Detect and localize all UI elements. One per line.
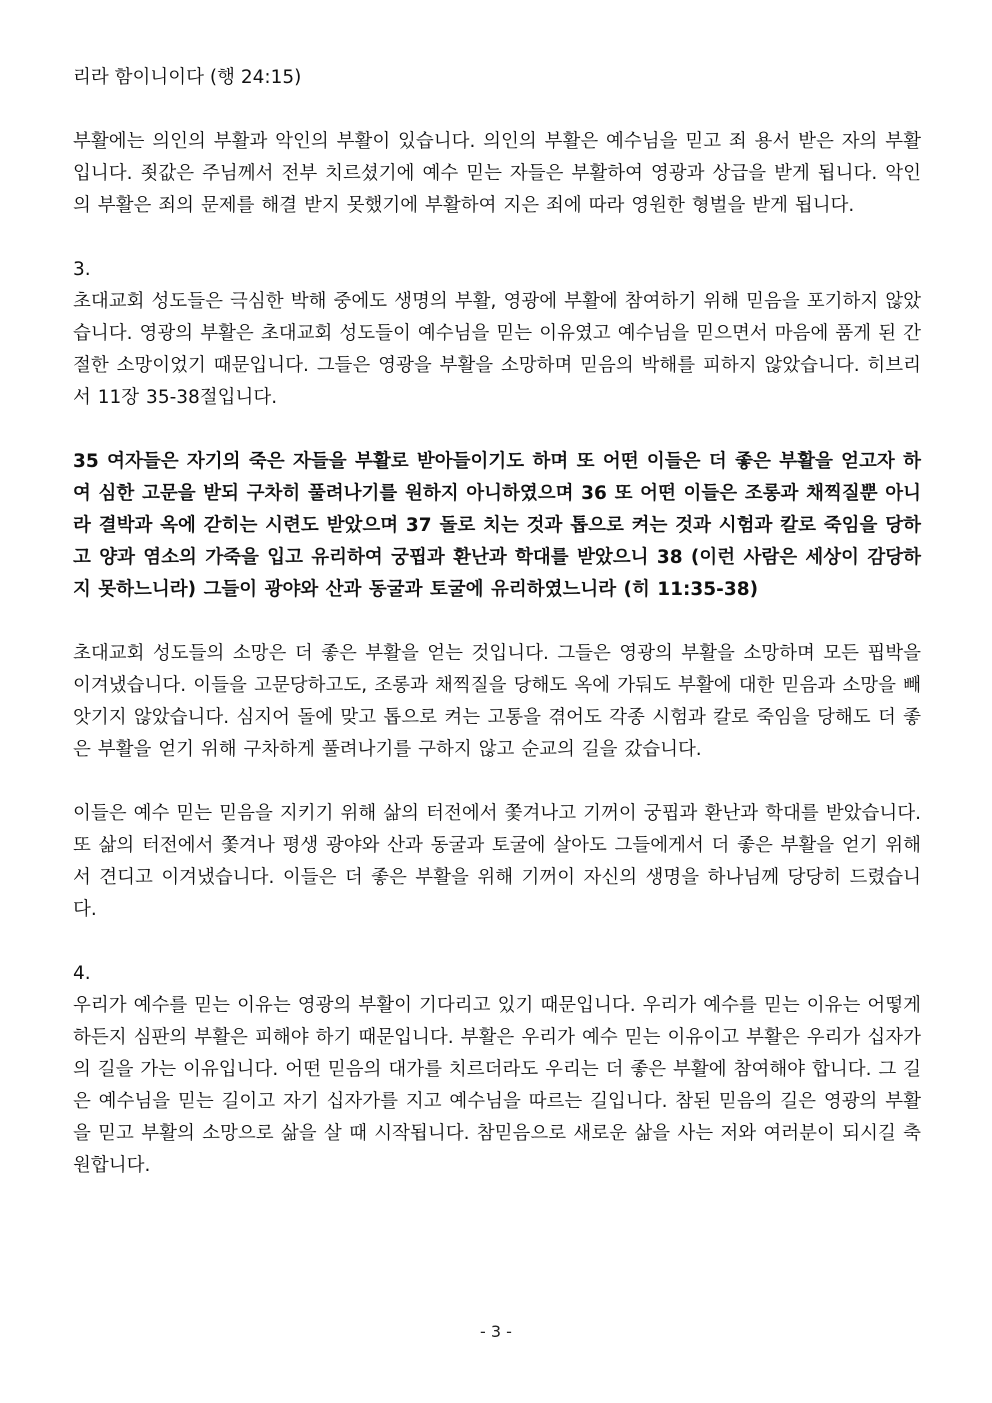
section-number-3: 3. <box>73 259 91 280</box>
paragraph-better-resurrection: 초대교회 성도들의 소망은 더 좋은 부활을 얻는 것입니다. 그들은 영광의 부활을 소망하며 모든 핍박을 이겨냈습니다. 이들을 고문당하고도, 조롱과 채찍질을 당해도 옥에 가둬도 부활에 대한 믿음과 소망을 빼앗기지 않았습니다. 심지어 돌에 맞고 톱으로 켜는 고통을 겪어도 각종 시험과 칼로 죽임을 당해도 더 좋은 부활을 얻기 위해 구차하게 풀려나기를 구하지 않고 순교의 길을 갔습니다. <box>73 643 921 760</box>
section-number-4: 4. <box>73 963 91 984</box>
paragraph-early-church: 초대교회 성도들은 극심한 박해 중에도 생명의 부활, 영광에 부활에 참여하기 위해 믿음을 포기하지 않았습니다. 영광의 부활은 초대교회 성도들이 예수님을 믿는 이유였고 예수님을 믿으면서 마음에 품게 된 간절한 소망이었기 때문입니다. 그들은 영광을 부활을 소망하며 믿음의 박해를 피하지 않았습니다. 히브리서 11장 35-38절입니다. <box>73 291 921 408</box>
paragraph-continuation: 리라 함이니이다 (행 24:15) <box>73 67 302 88</box>
paragraph-gap <box>73 926 921 958</box>
paragraph-gap <box>73 766 921 798</box>
paragraph-gap <box>73 606 921 638</box>
paragraph-gap <box>73 94 921 126</box>
scripture-quote: 35 여자들은 자기의 죽은 자들을 부활로 받아들이기도 하며 또 어떤 이들은 더 좋은 부활을 얻고자 하여 심한 고문을 받되 구차히 풀려나기를 원하지 아니하였으며 36 또 어떤 이들은 조롱과 채찍질뿐 아니라 결박과 옥에 갇히는 시련도 받았으며 37 돌로 치는 것과 톱으로 켜는 것과 시험과 칼로 죽임을 당하고 양과 염소의 가죽을 입고 유리하여 궁핍과 환난과 학대를 받았으니 38 (이런 사람은 세상이 감당하지 못하느니라) 그들이 광야와 산과 동굴과 토굴에 유리하였느니라 (히 11:35-38) <box>73 451 921 600</box>
paragraph-persecution: 이들은 예수 믿는 믿음을 지키기 위해 삶의 터전에서 쫓겨나고 기꺼이 궁핍과 환난과 학대를 받았습니다. 또 삶의 터전에서 쫓겨나 평생 광야와 산과 동굴과 토굴에 살아도 그들에게서 더 좋은 부활을 얻기 위해서 견디고 이겨냈습니다. 이들은 더 좋은 부활을 위해 기꺼이 자신의 생명을 하나님께 당당히 드렸습니다. <box>73 803 921 920</box>
paragraph-conclusion: 우리가 예수를 믿는 이유는 영광의 부활이 기다리고 있기 때문입니다. 우리가 예수를 믿는 이유는 어떻게 하든지 심판의 부활은 피해야 하기 때문입니다. 부활은 우리가 예수 믿는 이유이고 부활은 우리가 십자가의 길을 가는 이유입니다. 어떤 믿음의 대가를 치르더라도 우리는 더 좋은 부활에 참여해야 합니다. 그 길은 예수님을 믿는 길이고 자기 십자가를 지고 예수님을 따르는 길입니다. 참된 믿음의 길은 영광의 부활을 믿고 부활의 소망으로 삶을 살 때 시작됩니다. 참믿음으로 새로운 삶을 사는 저와 여러분이 되시길 축원합니다. <box>73 995 921 1176</box>
document-body <box>73 62 921 1182</box>
paragraph-gap <box>73 222 921 254</box>
page-number: - 3 - <box>480 1322 512 1341</box>
paragraph-gap <box>73 414 921 446</box>
paragraph-resurrection-types: 부활에는 의인의 부활과 악인의 부활이 있습니다. 의인의 부활은 예수님을 믿고 죄 용서 받은 자의 부활입니다. 죗값은 주님께서 전부 치르셨기에 예수 믿는 자들은 부활하여 영광과 상급을 받게 됩니다. 악인의 부활은 죄의 문제를 해결 받지 못했기에 부활하여 지은 죄에 따라 영원한 형벌을 받게 됩니다. <box>73 131 921 216</box>
